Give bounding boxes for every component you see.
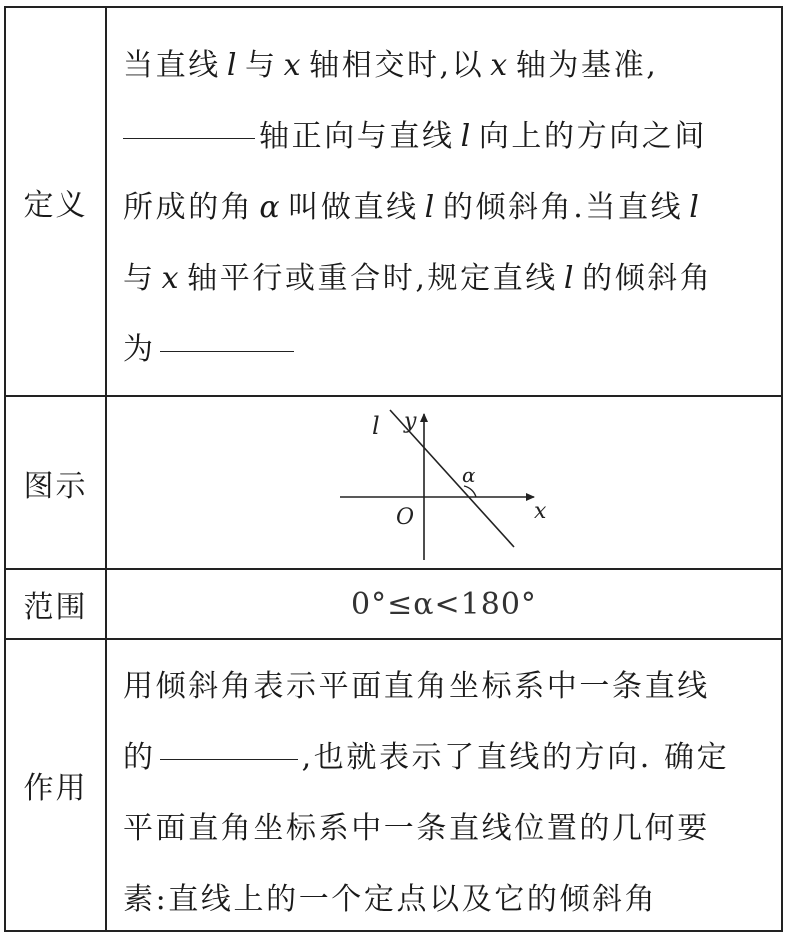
text: 所成的角 <box>123 190 254 225</box>
var-x: x <box>490 48 510 83</box>
var-l: l <box>460 119 473 154</box>
definition-line-2 <box>123 101 767 172</box>
definition-line-1 <box>123 30 767 101</box>
angle-label: α <box>462 463 476 487</box>
usage-row <box>6 638 781 930</box>
text: 当直线 <box>123 48 221 83</box>
figure-label: 图示 <box>23 468 88 504</box>
var-alpha: α <box>259 190 283 225</box>
figure-row <box>6 395 781 568</box>
range-row <box>6 568 781 638</box>
text: 的 <box>123 740 156 775</box>
var-l: l <box>689 190 702 225</box>
usage-content <box>123 651 767 930</box>
column-divider <box>105 640 107 930</box>
var-l: l <box>424 190 437 225</box>
text: 为 <box>123 332 156 367</box>
text: ,也就表示了直线的方向. 确定 <box>301 740 730 775</box>
definition-line-5 <box>123 314 767 385</box>
definition-line-3 <box>123 172 767 243</box>
range-content <box>107 570 781 638</box>
text: 的倾斜角.当直线 <box>442 190 684 225</box>
definition-line-4 <box>123 243 767 314</box>
var-l: l <box>226 48 240 83</box>
fill-blank-3 <box>160 759 298 760</box>
var-l: l <box>563 261 577 296</box>
text: 轴相交时,以 <box>309 48 485 83</box>
definition-label: 定义 <box>23 187 88 223</box>
definition-row <box>6 8 781 395</box>
text: 向上的方向之间 <box>478 119 708 154</box>
usage-line-3: 平面直角坐标系中一条直线位置的几何要 <box>123 811 710 846</box>
angle-arc <box>464 486 476 497</box>
text: 的倾斜角 <box>582 261 713 296</box>
usage-line-2 <box>123 722 767 793</box>
usage-line-4: 素:直线上的一个定点以及它的倾斜角 <box>123 882 658 917</box>
text: 叫做直线 <box>288 190 419 225</box>
fill-blank-2 <box>160 351 294 352</box>
var-x: x <box>161 261 182 296</box>
fill-blank-1 <box>123 138 255 139</box>
inclination-angle-diagram <box>324 400 564 565</box>
usage-line-1: 用倾斜角表示平面直角坐标系中一条直线 <box>123 669 710 704</box>
figure-content <box>107 397 781 568</box>
text: 轴正向与直线 <box>259 119 455 154</box>
x-axis-label: x <box>534 499 547 524</box>
definition-content <box>123 30 767 395</box>
range-text: 0°≤α<180° <box>351 586 537 622</box>
text: 与 <box>123 261 156 296</box>
text: 与 <box>245 48 278 83</box>
line-label: l <box>372 412 380 440</box>
text: 轴为基准, <box>515 48 659 83</box>
concept-table <box>4 6 783 932</box>
text: 轴平行或重合时,规定直线 <box>187 261 558 296</box>
var-x: x <box>283 48 304 83</box>
origin-label: O <box>396 505 415 530</box>
y-axis-label: y <box>404 409 417 434</box>
range-label: 范围 <box>23 590 88 625</box>
usage-label: 作用 <box>23 771 88 806</box>
column-divider <box>105 8 107 395</box>
